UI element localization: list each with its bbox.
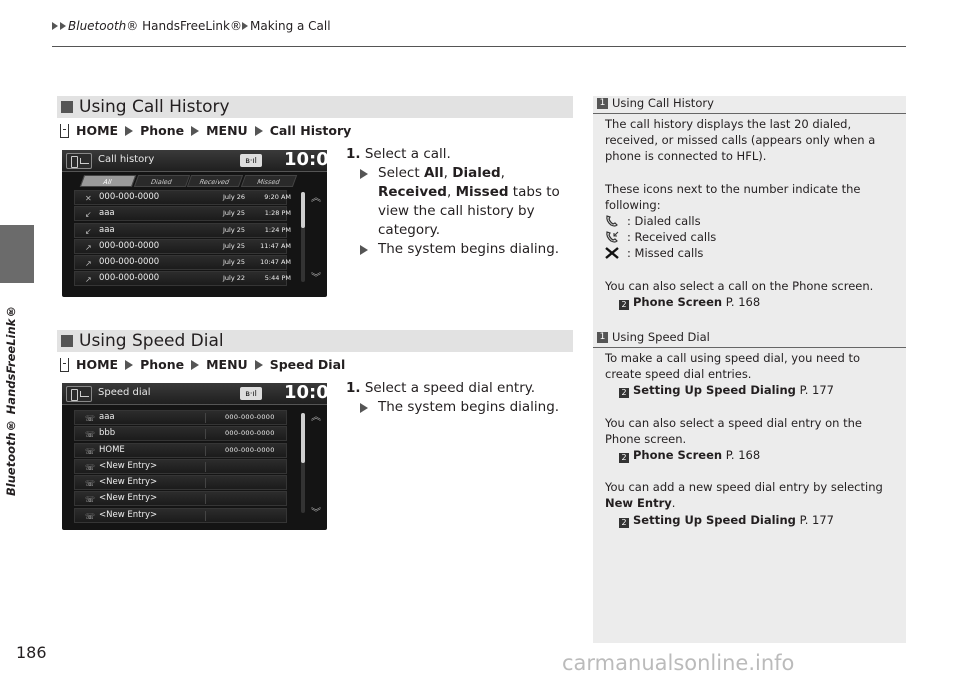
note-heading-speed-dial — [597, 330, 710, 344]
note-icon: 1 — [597, 98, 608, 109]
entry-name: <New Entry> — [99, 509, 158, 520]
entry-name: <New Entry> — [99, 493, 158, 504]
text: The system begins dialing. — [378, 399, 560, 415]
sub-step — [360, 240, 570, 259]
speed-dial-screen — [62, 382, 342, 530]
call-time: 1:28 PM — [264, 209, 291, 218]
call-history-screen — [62, 149, 342, 297]
breadcrumb-registered: ® — [126, 19, 139, 33]
arrow-icon — [255, 126, 263, 136]
arrow-icon — [52, 22, 58, 30]
menu-path-speed-dial — [60, 357, 345, 372]
ref-title: Phone Screen — [633, 294, 723, 309]
menu-path-call-history — [60, 123, 351, 138]
cross-reference[interactable] — [605, 382, 900, 398]
call-date: July 25 — [223, 225, 246, 234]
list-item[interactable] — [74, 271, 291, 286]
speed-dial-icon: ☏ — [85, 511, 96, 521]
arrow-icon — [360, 169, 368, 179]
list-item[interactable] — [74, 426, 287, 441]
note-paragraph: You can also select a speed dial entry on the Phone screen. — [605, 415, 862, 446]
missed-call-icon: ✕ — [85, 194, 92, 203]
arrow-icon — [191, 360, 199, 370]
step-text: Select a call. — [364, 146, 451, 162]
header-rule — [52, 46, 906, 47]
speed-dial-steps — [346, 379, 559, 417]
arrow-icon — [60, 22, 66, 30]
received-call-icon: ↙ — [85, 226, 92, 236]
sub-step — [360, 398, 559, 417]
text: The system begins dialing. — [378, 241, 560, 257]
note-icon-label: : Missed calls — [627, 246, 704, 261]
dialed-call-icon: ↗ — [85, 242, 92, 252]
speed-dial-icon: ☏ — [85, 479, 96, 489]
path-speed-dial: Speed Dial — [269, 357, 346, 372]
reference-icon: 2 — [619, 453, 629, 463]
list-item[interactable] — [74, 206, 291, 221]
note-paragraph: You can also select a call on the Phone screen. — [605, 278, 874, 293]
screen-clock: 10:00 — [284, 149, 342, 170]
call-time: 5:44 PM — [264, 274, 291, 283]
path-phone: Phone — [140, 357, 185, 372]
tab-all[interactable]: All — [80, 175, 136, 187]
text: You can add a new speed dial entry by selecting — [605, 480, 883, 495]
screen-clock: 10:00 — [284, 382, 342, 403]
ref-title: Setting Up Speed Dialing — [633, 512, 796, 527]
scrollbar[interactable] — [301, 192, 305, 282]
arrow-icon — [125, 126, 133, 136]
path-call-history: Call History — [269, 123, 352, 138]
screen-header — [62, 382, 342, 405]
reference-icon: 2 — [619, 388, 629, 398]
list-item[interactable] — [74, 459, 287, 474]
note-rule — [593, 113, 906, 114]
received-call-icon — [605, 231, 619, 243]
call-date: July 25 — [223, 209, 246, 218]
ref-page: P. 168 — [722, 294, 761, 309]
arrow-icon — [191, 126, 199, 136]
entry-number: 000-000-0000 — [225, 413, 275, 421]
scroll-down-icon[interactable]: ︾ — [311, 273, 321, 284]
ref-title: Phone Screen — [633, 448, 723, 463]
square-bullet-icon — [61, 335, 73, 347]
speed-dial-icon: ☏ — [85, 430, 96, 440]
scrollbar-thumb[interactable] — [301, 192, 305, 228]
entry-name: <New Entry> — [99, 477, 158, 488]
text-missed: Missed — [455, 184, 509, 200]
text-received: Received — [378, 184, 447, 200]
note-body-speed-dial — [605, 350, 900, 528]
entry-name: aaa — [99, 412, 115, 422]
watermark: carmanualsonline.info — [562, 651, 795, 675]
path-phone: Phone — [140, 123, 185, 138]
breadcrumb-hfl: HandsFreeLink® — [142, 19, 242, 33]
path-home: HOME — [76, 357, 119, 372]
entry-name: HOME — [99, 444, 125, 455]
arrow-icon — [125, 360, 133, 370]
divider — [205, 478, 206, 488]
call-date: July 25 — [223, 258, 246, 267]
entry-number: 000-000-0000 — [225, 429, 275, 438]
received-call-icon: ↙ — [85, 210, 92, 220]
text-new-entry: New Entry — [605, 496, 672, 511]
divider — [205, 413, 206, 423]
call-name: 000-000-0000 — [99, 192, 160, 202]
note-icon-label: : Received calls — [627, 230, 717, 245]
arrow-icon — [242, 22, 248, 30]
note-paragraph: The call history displays the last 20 dialed, received, or missed calls (appears only when a phone is connected to HFL). — [605, 117, 876, 164]
screen-title: Speed dial — [98, 387, 151, 398]
cross-reference[interactable] — [605, 447, 900, 463]
home-icon — [60, 358, 69, 372]
call-time: 1:24 PM — [264, 225, 291, 234]
text: , — [446, 184, 452, 200]
scroll-up-icon[interactable]: ︽ — [311, 412, 321, 423]
note-icon-line — [605, 245, 900, 261]
list-item[interactable] — [74, 443, 287, 458]
entry-number: 000-000-0000 — [225, 445, 275, 454]
text: , — [443, 165, 453, 181]
ref-page: P. 168 — [722, 448, 761, 463]
bluetooth-signal-icon: ʙ·ıl — [240, 387, 262, 400]
step-number: 1. — [346, 146, 361, 162]
missed-call-icon — [605, 247, 619, 259]
note-rule — [593, 347, 906, 348]
speed-dial-icon: ☏ — [85, 462, 96, 472]
step-1 — [346, 145, 570, 164]
divider — [205, 494, 206, 504]
speed-dial-icon: ☏ — [85, 446, 96, 456]
step-1 — [346, 379, 559, 398]
speed-dial-list — [74, 410, 287, 524]
scroll-down-icon[interactable]: ︾ — [311, 508, 321, 519]
phone-back-icon[interactable] — [66, 386, 92, 402]
note-icon: 1 — [597, 332, 608, 343]
ref-page: P. 177 — [795, 512, 834, 527]
path-home: HOME — [76, 123, 119, 138]
tab-missed[interactable]: Missed — [240, 175, 296, 187]
square-bullet-icon — [61, 101, 73, 113]
call-list — [74, 190, 291, 288]
call-time: 9:20 AM — [264, 193, 291, 201]
call-history-steps — [346, 145, 570, 259]
text-all: All — [423, 165, 444, 181]
arrow-icon — [255, 360, 263, 370]
reference-icon: 2 — [619, 300, 629, 310]
text: tabs to view the call history by category. — [378, 184, 560, 238]
call-name: aaa — [99, 208, 115, 219]
scrollbar-thumb[interactable] — [301, 413, 305, 463]
scroll-up-icon[interactable]: ︽ — [311, 193, 321, 204]
entry-name: bbb — [99, 428, 116, 439]
divider — [205, 429, 206, 439]
section-heading-speed-dial — [57, 330, 573, 352]
divider — [205, 511, 206, 521]
sub-step — [360, 164, 570, 240]
note-heading-call-history — [597, 96, 714, 110]
divider — [205, 462, 206, 472]
list-item[interactable] — [74, 223, 291, 238]
text: Select — [378, 165, 424, 181]
screen-title: Call history — [98, 154, 155, 165]
list-item[interactable] — [74, 508, 287, 523]
breadcrumb-bluetooth: Bluetooth — [68, 19, 127, 33]
cross-reference[interactable] — [605, 294, 900, 310]
home-icon — [60, 124, 69, 138]
note-title: Using Speed Dial — [612, 330, 710, 344]
section-title: Using Call History — [79, 97, 230, 117]
note-icon-label: : Dialed calls — [627, 214, 701, 229]
call-name: aaa — [99, 224, 115, 235]
dialed-call-icon: ↗ — [85, 259, 92, 269]
ref-title: Setting Up Speed Dialing — [633, 383, 796, 398]
entry-name: <New Entry> — [99, 460, 158, 471]
cross-reference[interactable] — [605, 512, 900, 528]
list-item[interactable] — [74, 255, 291, 270]
text: . — [671, 496, 676, 511]
note-icon-line — [605, 213, 900, 229]
list-item[interactable] — [74, 491, 287, 506]
call-name: 000-000-0000 — [99, 273, 160, 284]
divider — [205, 446, 206, 456]
path-menu: MENU — [206, 357, 248, 372]
dialed-call-icon: ↗ — [85, 275, 92, 285]
tab-received[interactable]: Received — [187, 175, 243, 187]
breadcrumb-making-call: Making a Call — [249, 19, 331, 33]
speed-dial-icon: ☏ — [85, 414, 96, 423]
note-paragraph: To make a call using speed dial, you need to create speed dial entries. — [605, 351, 860, 382]
text: , — [500, 165, 505, 181]
note-paragraph: These icons next to the number indicate the following: — [605, 181, 861, 212]
note-body-call-history — [605, 116, 900, 310]
side-tab-label: Bluetooth® HandsFreeLink® — [4, 304, 18, 496]
call-time: 10:47 AM — [260, 258, 291, 267]
page-number: 186 — [16, 643, 47, 662]
phone-back-icon[interactable] — [66, 153, 92, 169]
path-menu: MENU — [206, 123, 248, 138]
section-title: Using Speed Dial — [79, 331, 224, 351]
call-date: July 25 — [223, 241, 246, 250]
breadcrumb — [52, 19, 331, 33]
scrollbar[interactable] — [301, 413, 305, 513]
text-dialed: Dialed — [452, 165, 501, 181]
call-date: July 26 — [223, 193, 246, 201]
list-item[interactable] — [74, 475, 287, 490]
call-history-tabs — [82, 175, 296, 187]
section-heading-call-history — [57, 96, 573, 118]
arrow-icon — [360, 403, 368, 413]
list-item[interactable] — [74, 410, 287, 425]
call-date: July 22 — [223, 274, 246, 283]
screen-header — [62, 149, 342, 172]
bluetooth-signal-icon: ʙ·ıl — [240, 154, 262, 167]
dialed-call-icon — [605, 215, 619, 227]
speed-dial-icon: ☏ — [85, 495, 96, 505]
step-number: 1. — [346, 380, 361, 396]
note-icon-line — [605, 229, 900, 245]
call-time: 11:47 AM — [260, 241, 291, 250]
step-text: Select a speed dial entry. — [364, 380, 536, 396]
list-item[interactable] — [74, 190, 291, 205]
list-item[interactable] — [74, 239, 291, 254]
note-title: Using Call History — [612, 96, 714, 110]
side-tab — [0, 225, 34, 283]
note-paragraph — [605, 479, 900, 511]
call-name: 000-000-0000 — [99, 257, 160, 268]
ref-page: P. 177 — [795, 383, 834, 398]
arrow-icon — [360, 245, 368, 255]
call-name: 000-000-0000 — [99, 240, 160, 251]
reference-icon: 2 — [619, 518, 629, 528]
tab-dialed[interactable]: Dialed — [133, 175, 189, 187]
